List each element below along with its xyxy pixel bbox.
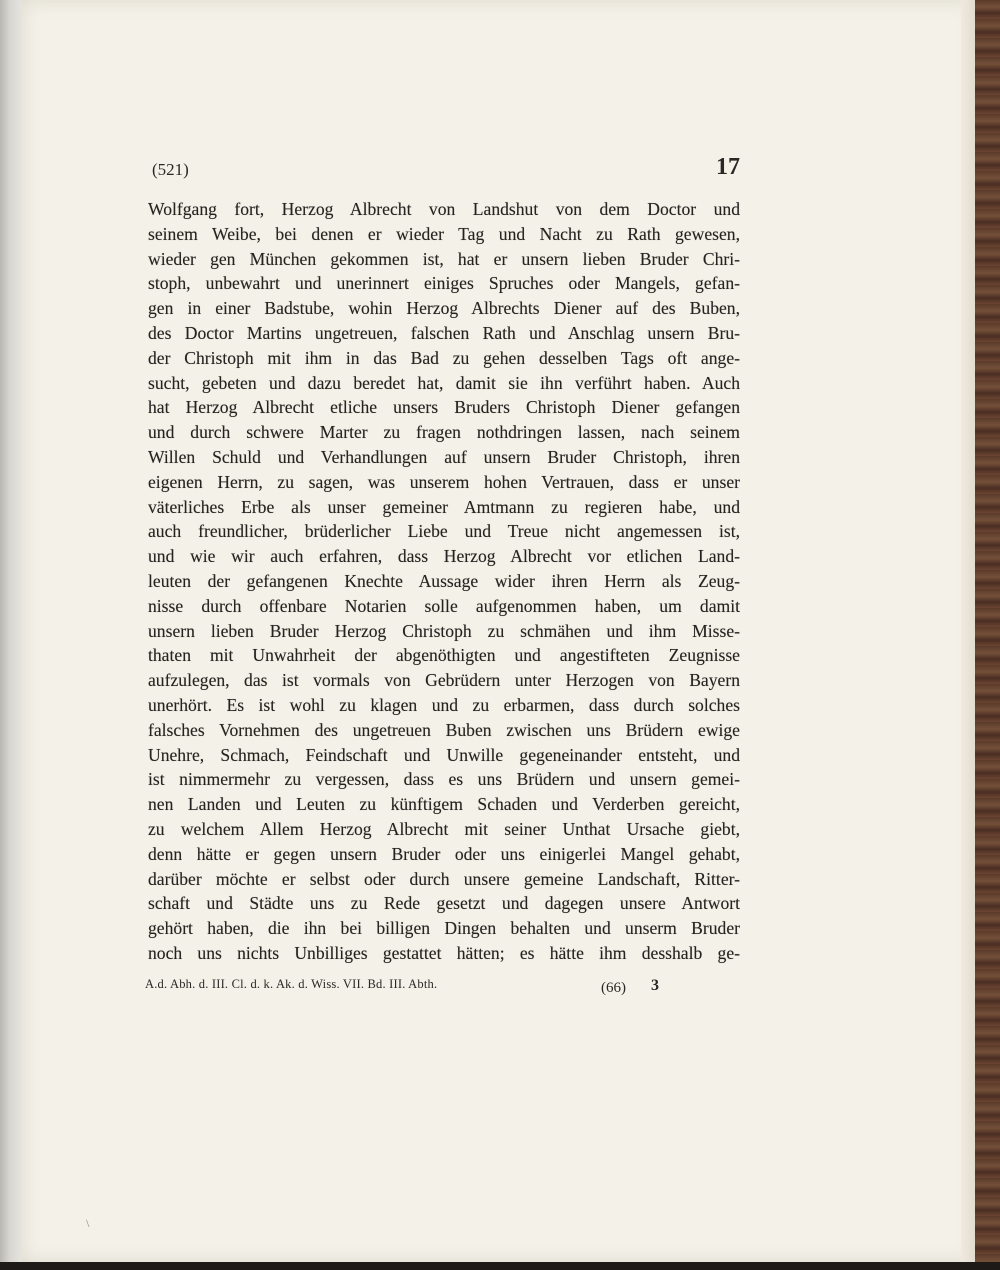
text-line: und wie wir auch erfahren, dass Herzog Albrecht vor etlichen Land- [148,546,740,567]
scan-left-edge [0,0,22,1270]
text-line: stoph, unbewahrt und unerinnert einiges Spruches oder Mangels, gefan- [148,273,740,294]
book-binding [975,0,1000,1270]
text-line: ist nimmermehr zu vergessen, dass es uns Brüdern und unsern gemei- [148,769,740,790]
text-line: auch freundlicher, brüderlicher Liebe und Treue nicht angemessen ist, [148,521,740,542]
text-line: darüber möchte er selbst oder durch unsere gemeine Landschaft, Ritter- [148,868,740,889]
text-line: zu welchem Allem Herzog Albrecht mit seiner Unthat Ursache giebt, [148,818,740,839]
text-line: hat Herzog Albrecht etliche unsers Bruders Christoph Diener gefangen [148,397,740,418]
text-line: Unehre, Schmach, Feindschaft und Unwille gegeneinander entsteht, und [148,744,740,765]
text-line: des Doctor Martins ungetreuen, falschen Rath und Anschlag unsern Bru- [148,322,740,343]
publication-signature: A.d. Abh. d. III. Cl. d. k. Ak. d. Wiss. VII. Bd. III. Abth. [145,977,438,991]
text-line: noch uns nichts Unbilliges gestattet hätten; es hätte ihm desshalb ge- [148,942,740,963]
text-line: leuten der gefangenen Knechte Aussage wider ihren Herrn als Zeug- [148,570,740,591]
original-page-number: (521) [152,160,189,179]
text-line: unsern lieben Bruder Herzog Christoph zu schmähen und ihm Misse- [148,620,740,641]
text-line: Wolfgang fort, Herzog Albrecht von Landshut von dem Doctor und [148,199,740,219]
text-line: nisse durch offenbare Notarien solle aufgenommen haben, um damit [148,595,740,616]
text-line: seinem Weibe, bei denen er wieder Tag und Nacht zu Rath gewesen, [148,223,740,244]
text-line: sucht, gebeten und dazu beredet hat, damit sie ihn verführt haben. Auch [148,372,740,393]
text-line: nen Landen und Leuten zu künftigem Schaden und Verderben gereicht, [148,794,740,815]
text-line: eigenen Herrn, zu sagen, was unserem hohen Vertrauen, dass er unser [148,471,740,492]
text-line: falsches Vornehmen des ungetreuen Buben zwischen uns Brüdern ewige [148,719,740,740]
text-line: Willen Schuld und Verhandlungen auf unsern Bruder Christoph, ihren [148,446,740,467]
text-line: unerhört. Es ist wohl zu klagen und zu erbarmen, dass durch solches [148,694,740,715]
text-line: gehört haben, die ihn bei billigen Dingen behalten und unserm Bruder [148,918,740,939]
text-line: thaten mit Unwahrheit der abgenöthigten und angestifteten Zeugnisse [148,645,740,666]
text-line: väterliches Erbe als unser gemeiner Amtmann zu regieren habe, und [148,496,740,517]
text-line: schaft und Städte uns zu Rede gesetzt und dagegen unsere Antwort [148,893,740,914]
text-line: der Christoph mit ihm in das Bad zu gehen desselben Tags oft ange- [148,347,740,368]
text-line: gen in einer Badstube, wohin Herzog Albrechts Diener auf des Buben, [148,298,740,319]
text-line: aufzulegen, das ist vormals von Gebrüdern unter Herzogen von Bayern [148,670,740,691]
text-line: denn hätte er gegen unsern Bruder oder uns einigerlei Mangel gehabt, [148,843,740,864]
running-head [152,154,740,188]
gathering-number: 3 [651,977,659,994]
margin-mark: \ [86,1216,90,1230]
text-line: wieder gen München gekommen ist, hat er unsern lieben Bruder Chri- [148,248,740,269]
page-number: 17 [716,154,740,180]
signature-line [145,977,665,1001]
page-right-edge [961,0,975,1262]
body-text [148,197,740,966]
scan-bottom-border [0,1262,1000,1270]
sheet-number: (66) [601,980,626,996]
text-line: und durch schwere Marter zu fragen nothdringen lassen, nach seinem [148,422,740,443]
